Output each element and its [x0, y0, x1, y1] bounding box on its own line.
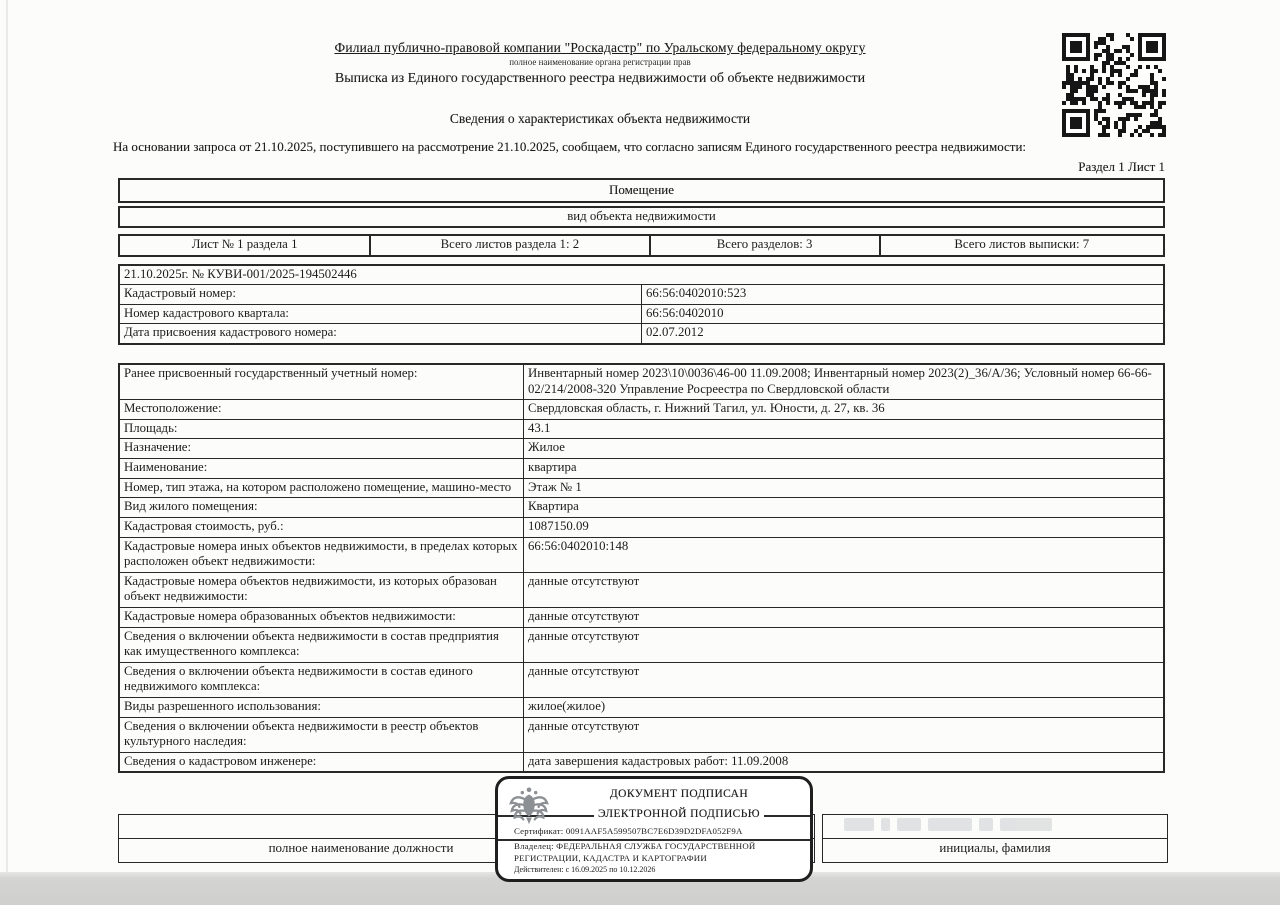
- detail-value: Квартира: [524, 498, 1165, 518]
- electronic-signature-stamp: [495, 776, 813, 882]
- document-title: Выписка из Единого государственного реестра недвижимости об объекте недвижимости: [334, 71, 866, 86]
- section-sheet-label: Раздел 1 Лист 1: [1078, 159, 1165, 174]
- qr-code: [1062, 33, 1166, 137]
- document-header: [118, 40, 1082, 127]
- detail-label: Кадастровые номера объектов недвижимости, из которых образован объект недвижимости:: [119, 572, 524, 607]
- watermark-fragment: [881, 818, 890, 831]
- detail-value: Инвентарный номер 2023\10\0036\46-00 11.09.2008; Инвентарный номер 2023(2)_36/А/36; Условный номер 66-66-02/214/2008-320 Управление Росреестра по Свердловской области: [524, 364, 1165, 400]
- detail-value: дата завершения кадастровых работ: 11.09.2008: [524, 752, 1165, 772]
- object-type-box: Помещение: [118, 178, 1165, 203]
- detail-value: квартира: [524, 459, 1165, 479]
- detail-label: Номер, тип этажа, на котором расположено помещение, машино-место: [119, 478, 524, 498]
- detail-value: Этаж № 1: [524, 478, 1165, 498]
- detail-row: [119, 752, 1164, 772]
- table-row: [119, 235, 1164, 256]
- cadastral-value: 66:56:0402010: [642, 304, 1165, 324]
- detail-row: [119, 572, 1164, 607]
- detail-row: [119, 662, 1164, 697]
- cadastral-label: Кадастровый номер:: [119, 285, 642, 305]
- stamp-certificate: Сертификат: 0091AAF5A599507BC7E6D39D2DFA052F9A: [510, 826, 747, 836]
- detail-row: [119, 717, 1164, 752]
- detail-row: [119, 439, 1164, 459]
- detail-value: 1087150.09: [524, 517, 1165, 537]
- name-caption: инициалы, фамилия: [823, 839, 1168, 863]
- detail-label: Сведения о включении объекта недвижимости в состав единого недвижимого комплекса:: [119, 662, 524, 697]
- table-row: [119, 324, 1164, 344]
- position-caption: полное наименование должности: [119, 839, 815, 863]
- detail-row: [119, 364, 1164, 400]
- detail-row: [119, 498, 1164, 518]
- stamp-validity: Действителен: с 16.09.2025 по 10.12.2026: [510, 865, 659, 874]
- detail-value: данные отсутствуют: [524, 627, 1165, 662]
- detail-label: Вид жилого помещения:: [119, 498, 524, 518]
- stamp-title-line2: ЭЛЕКТРОННОЙ ПОДПИСЬЮ: [554, 808, 804, 820]
- sheet-info-table: [118, 234, 1165, 257]
- detail-value: жилое(жилое): [524, 698, 1165, 718]
- stamp-title-line1: ДОКУМЕНТ ПОДПИСАН: [554, 788, 804, 800]
- detail-row: [119, 607, 1164, 627]
- detail-label: Кадастровые номера иных объектов недвижимости, в пределах которых расположен объект недвижимости:: [119, 537, 524, 572]
- cadastral-table: [118, 264, 1165, 345]
- cadastral-value: 66:56:0402010:523: [642, 285, 1165, 305]
- table-row: [119, 265, 1164, 285]
- rosreestr-emblem-icon: [508, 785, 550, 832]
- detail-row: [119, 537, 1164, 572]
- detail-row: [119, 698, 1164, 718]
- detail-label: Назначение:: [119, 439, 524, 459]
- sheet-info-cell: Всего листов выписки: 7: [880, 235, 1164, 256]
- sheet-info-cell: Лист № 1 раздела 1: [119, 235, 370, 256]
- detail-value: данные отсутствуют: [524, 572, 1165, 607]
- detail-row: [119, 459, 1164, 479]
- detail-label: Кадастровые номера образованных объектов недвижимости:: [119, 607, 524, 627]
- detail-label: Ранее присвоенный государственный учетный номер:: [119, 364, 524, 400]
- detail-label: Сведения о кадастровом инженере:: [119, 752, 524, 772]
- stamp-owner-line2: РЕГИСТРАЦИИ, КАДАСТРА И КАРТОГРАФИИ: [510, 853, 711, 863]
- detail-label: Наименование:: [119, 459, 524, 479]
- object-type-caption-box: вид объекта недвижимости: [118, 206, 1165, 228]
- watermark-fragment: [979, 818, 993, 831]
- detail-row: [119, 400, 1164, 420]
- registration-authority-note: полное наименование органа регистрации прав: [509, 57, 691, 67]
- detail-label: Сведения о включении объекта недвижимости в состав предприятия как имущественного комплекса:: [119, 627, 524, 662]
- table-row: [823, 839, 1168, 863]
- site-watermark: [844, 818, 1052, 831]
- detail-value: 43.1: [524, 419, 1165, 439]
- object-details-table: [118, 363, 1165, 773]
- registration-authority-name: Филиал публично-правовой компании "Роскадастр" по Уральскому федеральному округу: [334, 40, 866, 55]
- section-info-title: Сведения о характеристиках объекта недвижимости: [449, 111, 751, 126]
- table-row: [119, 285, 1164, 305]
- cadastral-label: Дата присвоения кадастрового номера:: [119, 324, 642, 344]
- signature-area: [118, 776, 1165, 882]
- table-row: [119, 304, 1164, 324]
- scan-left-edge: [6, 0, 8, 872]
- detail-label: Кадастровая стоимость, руб.:: [119, 517, 524, 537]
- detail-row: [119, 478, 1164, 498]
- sheet-info-cell: Всего разделов: 3: [650, 235, 880, 256]
- detail-value: данные отсутствуют: [524, 717, 1165, 752]
- sheet-info-cell: Всего листов раздела 1: 2: [370, 235, 649, 256]
- document-content: [113, 0, 1165, 882]
- stamp-owner-line1: Владелец: ФЕДЕРАЛЬНАЯ СЛУЖБА ГОСУДАРСТВЕННОЙ: [510, 841, 759, 851]
- cadastral-label: Номер кадастрового квартала:: [119, 304, 642, 324]
- cadastral-value: 02.07.2012: [642, 324, 1165, 344]
- detail-row: [119, 627, 1164, 662]
- detail-label: Местоположение:: [119, 400, 524, 420]
- detail-value: данные отсутствуют: [524, 662, 1165, 697]
- request-basis-line: На основании запроса от 21.10.2025, поступившего на рассмотрение 21.10.2025, сообщаем, что согласно записям Единого государственного реестра недвижимости:: [113, 139, 1027, 154]
- detail-value: Жилое: [524, 439, 1165, 459]
- detail-label: Площадь:: [119, 419, 524, 439]
- watermark-fragment: [844, 818, 874, 831]
- detail-label: Виды разрешенного использования:: [119, 698, 524, 718]
- detail-row: [119, 419, 1164, 439]
- detail-value: данные отсутствуют: [524, 607, 1165, 627]
- request-number: 21.10.2025г. № КУВИ-001/2025-194502446: [119, 265, 1164, 285]
- watermark-fragment: [928, 818, 972, 831]
- detail-label: Сведения о включении объекта недвижимости в реестр объектов культурного наследия:: [119, 717, 524, 752]
- watermark-fragment: [1000, 818, 1052, 831]
- detail-value: 66:56:0402010:148: [524, 537, 1165, 572]
- detail-row: [119, 517, 1164, 537]
- detail-value: Свердловская область, г. Нижний Тагил, ул. Юности, д. 27, кв. 36: [524, 400, 1165, 420]
- watermark-fragment: [897, 818, 921, 831]
